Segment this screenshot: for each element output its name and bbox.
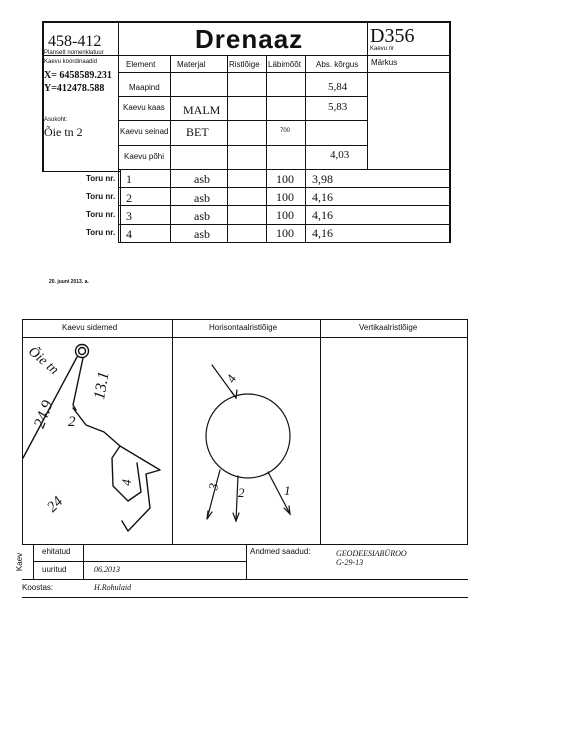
pipe-label: Toru nr. [86, 192, 116, 201]
pipe-label: Toru nr. [86, 174, 116, 183]
well-code: D356 [370, 25, 415, 47]
col-markus: Märkus [371, 58, 398, 67]
pipe-labimoot: 100 [276, 226, 294, 240]
row-element: Maapind [129, 83, 160, 92]
pipe-nr: 3 [126, 209, 132, 223]
uuritud-value: 06.2013 [94, 565, 120, 574]
row-materjal: BET [186, 125, 209, 139]
sketch-dim-b: 13.1 [91, 370, 113, 401]
col-labimoot: Läbimõõt [268, 60, 301, 69]
pipe-korgus: 4,16 [312, 226, 333, 240]
pipe-materjal: asb [194, 172, 210, 186]
coord-y: Y=412478.588 [44, 83, 105, 94]
pipe-label: Toru nr. [86, 210, 116, 219]
row-korgus: 5,83 [328, 101, 348, 113]
andmed-value: GEODEESIABÜROO [336, 549, 407, 558]
col-korgus: Abs. kõrgus [316, 60, 359, 69]
sketch-house-4: 4 [118, 478, 135, 487]
sketch-house-2: 2 [68, 414, 76, 430]
col-element: Element [126, 60, 156, 69]
pipe-materjal: asb [194, 191, 210, 205]
pipe-nr: 4 [126, 227, 132, 241]
pipe-korgus: 3,98 [312, 172, 333, 186]
col-sidemed: Kaevu sidemed [62, 323, 118, 332]
pipe-materjal: asb [194, 209, 210, 223]
uuritud-label: uuritud [42, 565, 67, 574]
pipe-materjal: asb [194, 227, 210, 241]
pipe-nr: 1 [126, 172, 132, 186]
pipe-nr: 2 [126, 191, 132, 205]
pipe-labimoot: 100 [276, 172, 294, 186]
col-materjal: Materjal [177, 60, 206, 69]
location-caption: Asukoht: [44, 117, 68, 123]
ehitatud-label: ehitatud [42, 547, 71, 556]
well-code-caption: Kaevu nr [370, 46, 395, 52]
row-korgus: 5,84 [328, 81, 348, 93]
row-element: Kaevu põhi [124, 152, 165, 161]
pipe-3-label: 3 [205, 481, 222, 492]
date-note: 20. juuni 2013. a. [49, 279, 89, 285]
coord-caption: Kaevu koordinaadid [44, 59, 98, 65]
kaev-label: Kaev [15, 552, 25, 572]
pipe-labimoot: 100 [276, 208, 294, 222]
andmed-label: Andmed saadud: [250, 547, 311, 556]
pipe-2-label: 2 [238, 485, 245, 500]
sketch-street-label: Õie tn [25, 344, 62, 378]
andmed-code: G-29-13 [336, 558, 364, 567]
pipe-1-label: 1 [284, 483, 291, 498]
pipe-label: Toru nr. [86, 228, 116, 237]
row-labimoot: 700 [280, 128, 291, 134]
row-materjal: MALM [183, 103, 221, 117]
pipe-korgus: 4,16 [312, 190, 333, 204]
coord-x: X= 6458589.231 [44, 70, 112, 81]
sketch-house-24: 24 [44, 493, 67, 516]
row-element: Kaevu kaas [123, 103, 165, 112]
sheet-number: 458-412 [48, 33, 102, 50]
row-korgus: 4,03 [330, 149, 350, 161]
koostas-value: H.Rohulaid [94, 583, 132, 592]
col-vertikaal: Vertikaalristlõige [359, 323, 418, 332]
sketch-dim-a: 24.9 [31, 398, 57, 431]
location-value: Õie tn 2 [44, 125, 83, 139]
koostas-label: Koostas: [22, 583, 54, 592]
pipe-korgus: 4,16 [312, 208, 333, 222]
pipe-4-label: 4 [223, 371, 240, 386]
sheet-caption: Plansett nomenklatuur [44, 50, 104, 56]
col-horisontaal: Horisontaalristlõige [209, 323, 278, 332]
col-ristloige: Ristlõige [229, 60, 260, 69]
row-element: Kaevu seinad [120, 127, 169, 136]
pipe-labimoot: 100 [276, 190, 294, 204]
page-title: Drenaaz [195, 24, 304, 54]
